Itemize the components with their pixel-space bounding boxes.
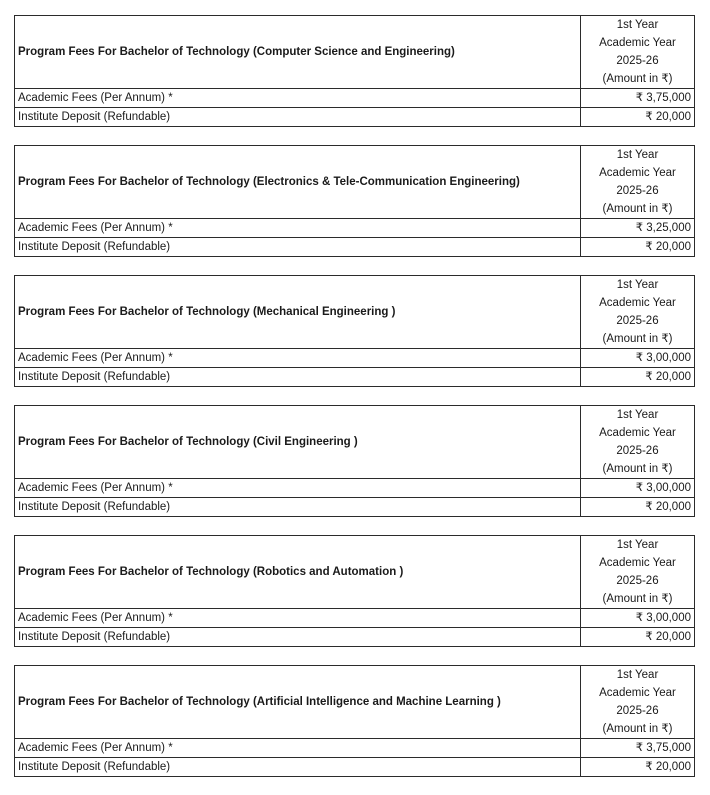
table-header-row bbox=[15, 406, 695, 479]
academic-fees-label: Academic Fees (Per Annum) * bbox=[15, 479, 581, 498]
academic-fees-label: Academic Fees (Per Annum) * bbox=[15, 609, 581, 628]
institute-deposit-amount: ₹ 20,000 bbox=[581, 238, 695, 257]
header-line-academic-year: Academic Year bbox=[599, 557, 676, 569]
program-title: Program Fees For Bachelor of Technology (Robotics and Automation ) bbox=[15, 536, 581, 609]
program-fee-table-3 bbox=[14, 275, 695, 387]
header-line-amount-unit: (Amount in ₹) bbox=[602, 73, 673, 85]
header-line-session: 2025-26 bbox=[616, 185, 659, 197]
header-line-academic-year: Academic Year bbox=[599, 167, 676, 179]
header-line-academic-year: Academic Year bbox=[599, 297, 676, 309]
header-line-amount-unit: (Amount in ₹) bbox=[602, 723, 673, 735]
table-header-row bbox=[15, 146, 695, 219]
table-row-academic-fees bbox=[15, 739, 695, 758]
institute-deposit-amount: ₹ 20,000 bbox=[581, 758, 695, 777]
header-line-session: 2025-26 bbox=[616, 315, 659, 327]
table-row-academic-fees bbox=[15, 479, 695, 498]
institute-deposit-amount: ₹ 20,000 bbox=[581, 628, 695, 647]
header-line-year: 1st Year bbox=[616, 19, 659, 31]
academic-fees-label: Academic Fees (Per Annum) * bbox=[15, 89, 581, 108]
header-line-year: 1st Year bbox=[616, 539, 659, 551]
header-line-amount-unit: (Amount in ₹) bbox=[602, 333, 673, 345]
academic-fees-amount: ₹ 3,75,000 bbox=[581, 739, 695, 758]
header-line-academic-year: Academic Year bbox=[599, 37, 676, 49]
institute-deposit-amount: ₹ 20,000 bbox=[581, 368, 695, 387]
institute-deposit-amount: ₹ 20,000 bbox=[581, 498, 695, 517]
program-title: Program Fees For Bachelor of Technology (Civil Engineering ) bbox=[15, 406, 581, 479]
header-line-amount-unit: (Amount in ₹) bbox=[602, 593, 673, 605]
table-row-academic-fees bbox=[15, 349, 695, 368]
year-amount-header bbox=[581, 406, 695, 479]
institute-deposit-label: Institute Deposit (Refundable) bbox=[15, 108, 581, 127]
program-fee-table-6 bbox=[14, 665, 695, 777]
year-amount-header bbox=[581, 16, 695, 89]
header-line-year: 1st Year bbox=[616, 669, 659, 681]
institute-deposit-amount: ₹ 20,000 bbox=[581, 108, 695, 127]
year-amount-header bbox=[581, 666, 695, 739]
academic-fees-label: Academic Fees (Per Annum) * bbox=[15, 739, 581, 758]
institute-deposit-label: Institute Deposit (Refundable) bbox=[15, 758, 581, 777]
table-row-academic-fees bbox=[15, 89, 695, 108]
header-line-academic-year: Academic Year bbox=[599, 427, 676, 439]
academic-fees-label: Academic Fees (Per Annum) * bbox=[15, 219, 581, 238]
table-header-row bbox=[15, 276, 695, 349]
year-amount-header bbox=[581, 536, 695, 609]
institute-deposit-label: Institute Deposit (Refundable) bbox=[15, 368, 581, 387]
table-row-institute-deposit bbox=[15, 238, 695, 257]
header-line-year: 1st Year bbox=[616, 409, 659, 421]
program-title: Program Fees For Bachelor of Technology (Mechanical Engineering ) bbox=[15, 276, 581, 349]
academic-fees-amount: ₹ 3,00,000 bbox=[581, 349, 695, 368]
institute-deposit-label: Institute Deposit (Refundable) bbox=[15, 238, 581, 257]
header-line-session: 2025-26 bbox=[616, 55, 659, 67]
header-line-session: 2025-26 bbox=[616, 445, 659, 457]
year-amount-header bbox=[581, 146, 695, 219]
header-line-academic-year: Academic Year bbox=[599, 687, 676, 699]
table-header-row bbox=[15, 16, 695, 89]
year-amount-header bbox=[581, 276, 695, 349]
academic-fees-label: Academic Fees (Per Annum) * bbox=[15, 349, 581, 368]
academic-fees-amount: ₹ 3,00,000 bbox=[581, 609, 695, 628]
academic-fees-amount: ₹ 3,75,000 bbox=[581, 89, 695, 108]
institute-deposit-label: Institute Deposit (Refundable) bbox=[15, 498, 581, 517]
table-row-institute-deposit bbox=[15, 368, 695, 387]
academic-fees-amount: ₹ 3,00,000 bbox=[581, 479, 695, 498]
institute-deposit-label: Institute Deposit (Refundable) bbox=[15, 628, 581, 647]
fee-tables-container bbox=[14, 15, 694, 795]
header-line-amount-unit: (Amount in ₹) bbox=[602, 463, 673, 475]
program-title: Program Fees For Bachelor of Technology (Electronics & Tele-Communication Engineering) bbox=[15, 146, 581, 219]
header-line-session: 2025-26 bbox=[616, 705, 659, 717]
header-line-amount-unit: (Amount in ₹) bbox=[602, 203, 673, 215]
table-header-row bbox=[15, 666, 695, 739]
header-line-year: 1st Year bbox=[616, 149, 659, 161]
table-row-institute-deposit bbox=[15, 758, 695, 777]
program-fee-table-5 bbox=[14, 535, 695, 647]
table-row-institute-deposit bbox=[15, 628, 695, 647]
header-line-year: 1st Year bbox=[616, 279, 659, 291]
table-row-institute-deposit bbox=[15, 498, 695, 517]
program-fee-table-1 bbox=[14, 15, 695, 127]
table-row-academic-fees bbox=[15, 219, 695, 238]
table-header-row bbox=[15, 536, 695, 609]
program-title: Program Fees For Bachelor of Technology (Computer Science and Engineering) bbox=[15, 16, 581, 89]
header-line-session: 2025-26 bbox=[616, 575, 659, 587]
academic-fees-amount: ₹ 3,25,000 bbox=[581, 219, 695, 238]
program-fee-table-2 bbox=[14, 145, 695, 257]
program-title: Program Fees For Bachelor of Technology (Artificial Intelligence and Machine Learning ) bbox=[15, 666, 581, 739]
program-fee-table-4 bbox=[14, 405, 695, 517]
table-row-institute-deposit bbox=[15, 108, 695, 127]
table-row-academic-fees bbox=[15, 609, 695, 628]
